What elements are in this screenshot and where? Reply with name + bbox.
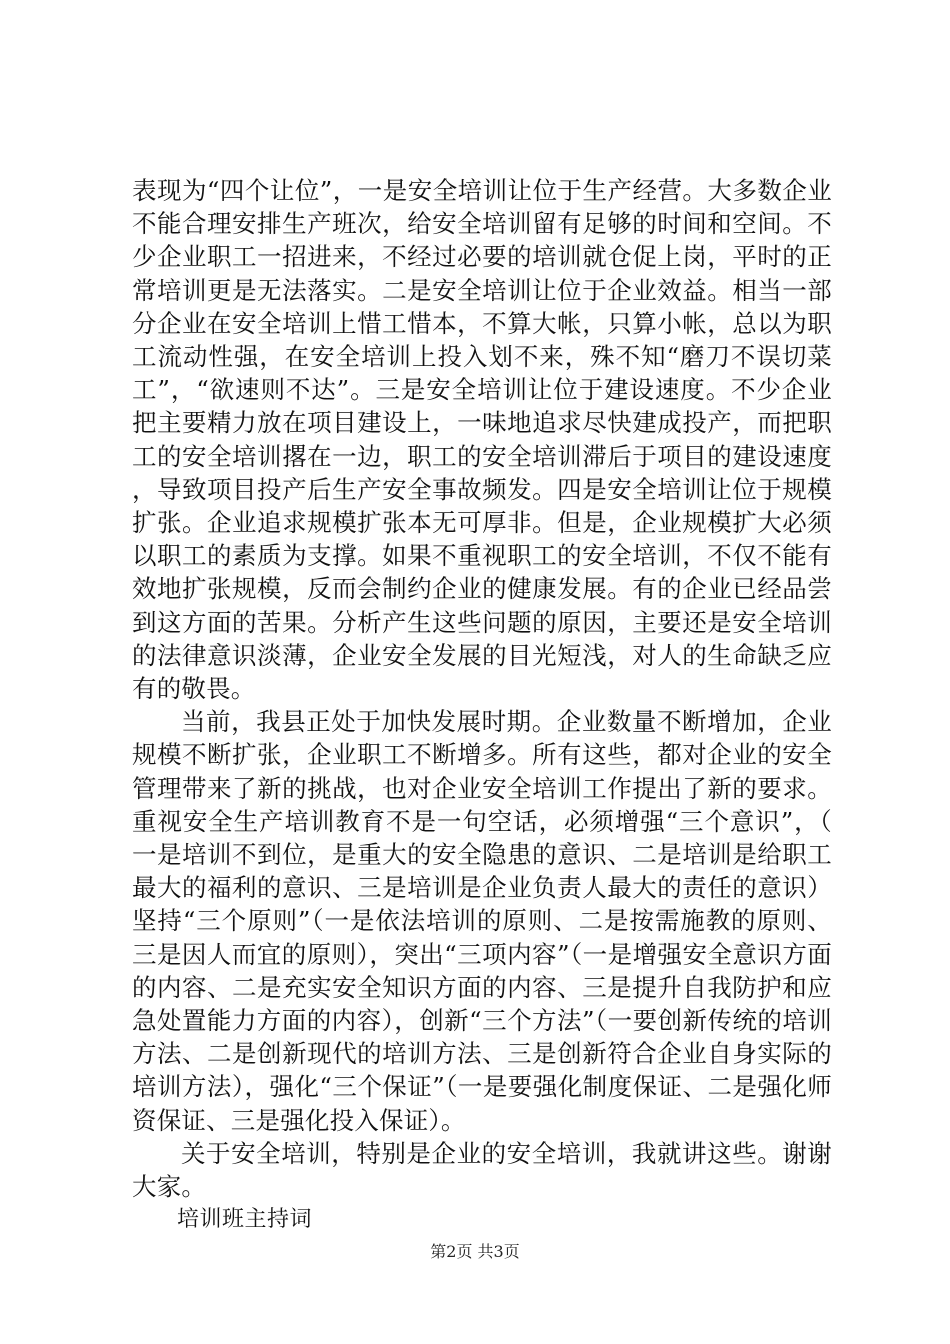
next-section-title: 培训班主持词 [177,1207,313,1233]
document-body [132,174,832,1237]
paragraph-four-concessions: 表现为“四个让位”，一是安全培训让位于生产经营。大多数企业不能合理安排生产班次，给安全培训留有足够的时间和空间。不少企业职工一招进来，不经过必要的培训就仓促上岗，平时的正常培训更是无法落实。二是安全培训让位于企业效益。相当一部分企业在安全培训上惜工惜本，不算大帐，只算小帐，总以为职工流动性强，在安全培训上投入划不来，殊不知“磨刀不误切菜工”，“欲速则不达”。三是安全培训让位于建设速度。不少企业把主要精力放在项目建设上，一味地追求尽快建成投产，而把职工的安全培训撂在一边，职工的安全培训滞后于项目的建设速度，导致项目投产后生产安全事故频发。四是安全培训让位于规模扩张。企业追求规模扩张本无可厚非。但是，企业规模扩大必须以职工的素质为支撑。如果不重视职工的安全培训，不仅不能有效地扩张规模，反而会制约企业的健康发展。有的企业已经品尝到这方面的苦果。分析产生这些问题的原因，主要还是安全培训的法律意识淡薄，企业安全发展的目光短浅，对人的生命缺乏应有的敬畏。 [132,176,832,704]
paragraph-current-situation: 当前，我县正处于加快发展时期。企业数量不断增加，企业规模不断扩张，企业职工不断增多。所有这些，都对企业的安全管理带来了新的挑战，也对企业安全培训工作提出了新的要求。重视安全生产培训教育不是一句空话，必须增强“三个意识”，（一是培训不到位，是重大的安全隐患的意识、二是培训是给职工最大的福利的意识、三是培训是企业负责人最大的责任的意识）坚持“三个原则”（一是依法培训的原则、二是按需施教的原则、三是因人而宜的原则），突出“三项内容”（一是增强安全意识方面的内容、二是充实安全知识方面的内容、三是提升自我防护和应急处置能力方面的内容），创新“三个方法”（一要创新传统的培训方法、二是创新现代的培训方法、三是创新符合企业自身实际的培训方法），强化“三个保证”（一是要强化制度保证、二是强化师资保证、三是强化投入保证）。 [132,707,832,1135]
paragraph-closing-remarks: 关于安全培训，特别是企业的安全培训，我就讲这些。谢谢大家。 [132,1138,832,1202]
page-number-footer: 第2页 共3页 [430,1242,520,1261]
